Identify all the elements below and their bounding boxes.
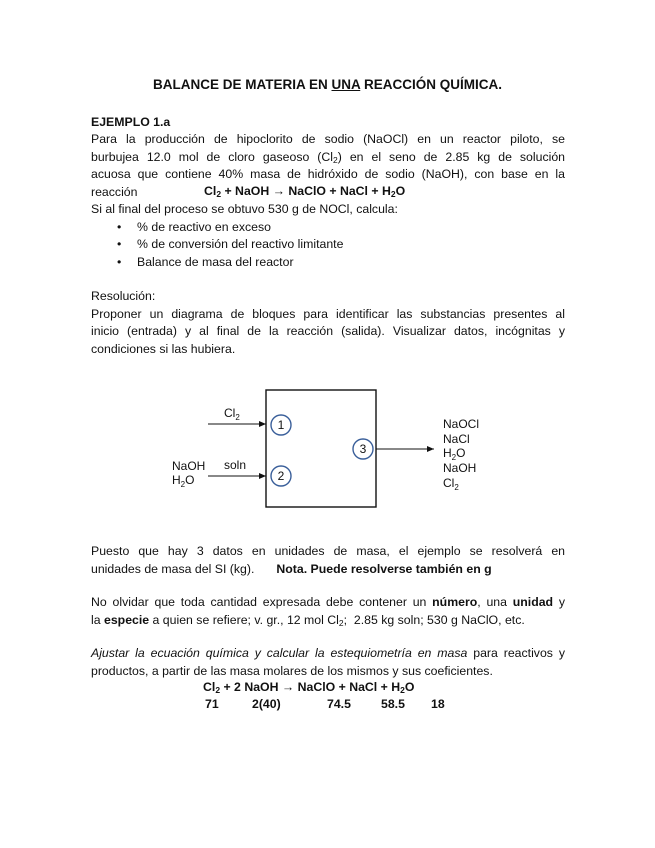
stoichiometry-paragraph: Ajustar la ecuación química y calcular la estequiometría en masa para reactivos y productos, a partir de las masa molares de los mismos y sus coeficientes. [91,646,565,678]
output-naoh: NaOH [443,461,477,475]
molar-mass-naclo: 74.5 [327,697,351,711]
example-statement: Para la producción de hipoclorito de sodio (NaOCl) en un reactor piloto, se burbujea 12.0 mol de cloro gaseoso $(Cl_2)$ en el seno de 2.85 kg de solución acuosa que contiene 40% masa de hidróxido de sodio (NaOH), con base en la reacción Si al final del proceso se obtuvo 530 g de NOCl, calcula: • % de reactivo en exceso • % de conversión del reactivo limitante • Balance de masa del reactor [91,131,565,271]
output-h2o: $H_2O$ [443,446,466,462]
molar-mass-nacl: 58.5 [381,697,405,711]
stream-number-3: 3 [359,442,367,456]
reaction-equation: $Cl_2$ + NaOH → NaClO + NaCl + $H_2O$ [204,184,406,199]
balanced-equation: $Cl_2 + 2$ NaOH → NaClO + NaCl + $H_2O$ [203,680,415,695]
resolution-section: Resolución: Proponer un diagrama de bloques para identificar las substancias presentes al inicio (entrada) y al final de la reacción (salida). Visualizar datos, incógnitas y condiciones si las hubiera. [91,289,565,356]
note-text: Nota. Puede resolverse también en g [276,561,492,576]
question-list [91,219,565,272]
example-heading: EJEMPLO 1.a [91,115,171,129]
molar-mass-h2o: 18 [431,697,445,711]
input-species-naoh: NaOH [172,459,206,473]
resolution-heading: Resolución: [91,289,156,303]
output-naocl: NaOCl [443,417,480,431]
molar-mass-cl2: 71 [205,697,219,711]
units-paragraph: Puesto que hay 3 datos en unidades de masa, el ejemplo se resolverá en unidades de masa del SI (kg). Nota. Puede resolverse también en g [91,544,565,576]
input-label-cl2: $Cl_2$ [224,406,240,422]
input-label-soln: soln [224,458,247,472]
output-nacl: NaCl [443,432,470,446]
list-item: • Balance de masa del reactor [91,254,565,272]
stream-number-2: 2 [277,469,285,483]
page-title: BALANCE DE MATERIA EN UNA REACCIÓN QUÍMICA. [153,77,502,92]
output-cl2: $Cl_2$ [443,476,459,492]
molar-mass-naoh: 2(40) [252,697,281,711]
stream-number-1: 1 [277,418,285,432]
list-item: • % de conversión del reactivo limitante [91,236,565,254]
input-species-h2o: $H_2O$ [172,473,195,489]
block-diagram [160,388,490,513]
quantity-paragraph: No olvidar que toda cantidad expresada debe contener un número, una unidad y la especie a quien se refiere; v. gr., 12 mol $Cl_2$; 2.85 kg soln; 530 g NaClO, etc. [91,595,565,628]
list-item: • % de reactivo en exceso [91,219,565,237]
